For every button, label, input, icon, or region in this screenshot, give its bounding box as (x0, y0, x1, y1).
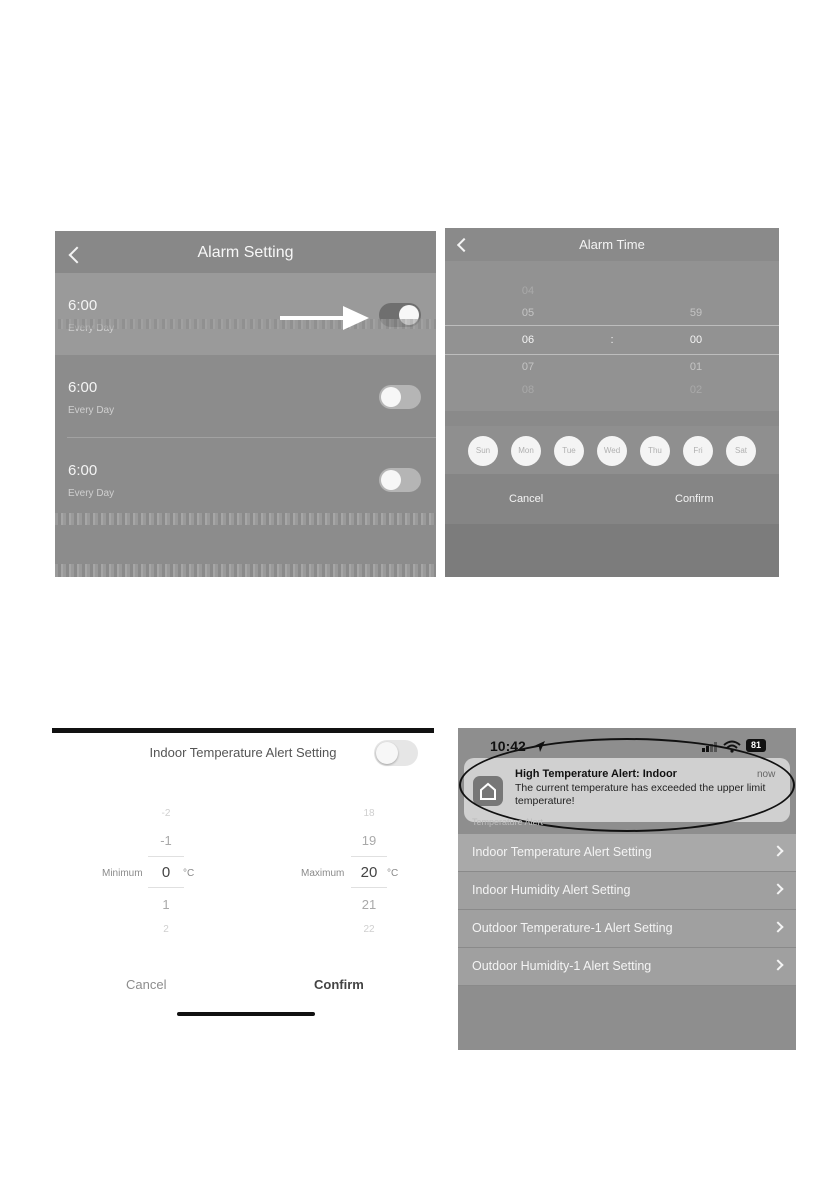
menu-item-label: Outdoor Temperature-1 Alert Setting (472, 921, 673, 935)
texture-strip (55, 319, 436, 329)
alarm-time: 6:00 (68, 462, 98, 479)
time-separator: : (610, 334, 614, 346)
menu-item-indoor-humidity[interactable] (458, 872, 796, 910)
texture-strip (55, 564, 436, 577)
maximum-label: Maximum (301, 868, 345, 879)
max-option[interactable]: 22 (363, 924, 375, 935)
notification-screen (458, 728, 796, 1050)
alarm-time-title: Alarm Time (579, 237, 645, 252)
menu-item-outdoor-humidity-1[interactable] (458, 948, 796, 986)
unit-label: °C (183, 868, 195, 879)
menu-item-label: Outdoor Humidity-1 Alert Setting (472, 959, 652, 973)
status-time: 10:42 (490, 738, 526, 754)
confirm-button[interactable]: Confirm (675, 493, 714, 505)
hour-option[interactable]: 05 (521, 307, 535, 319)
picker-footer (445, 474, 779, 524)
alarm-setting-screen (55, 231, 436, 577)
screen-bottom (445, 524, 779, 577)
alert-enable-toggle[interactable] (374, 740, 418, 766)
minute-option[interactable]: 59 (689, 307, 703, 319)
hour-selected[interactable]: 06 (521, 334, 535, 346)
menu-item-label: Indoor Humidity Alert Setting (472, 883, 631, 897)
day-wed[interactable]: Wed (597, 436, 627, 466)
menu-item-indoor-temperature[interactable] (458, 834, 796, 872)
day-tue[interactable]: Tue (554, 436, 584, 466)
minute-selected[interactable]: 00 (689, 334, 703, 346)
chevron-right-icon (772, 959, 783, 970)
day-sun[interactable]: Sun (468, 436, 498, 466)
notification-time: now (757, 769, 776, 780)
hour-option[interactable]: 08 (521, 384, 535, 396)
toggle-knob (376, 742, 398, 764)
section-header: Temperature Alert (472, 817, 544, 827)
menu-item-outdoor-temperature-1[interactable] (458, 910, 796, 948)
chevron-right-icon (772, 845, 783, 856)
texture-strip (55, 513, 436, 525)
day-fri[interactable]: Fri (683, 436, 713, 466)
alarm-repeat: Every Day (68, 488, 115, 499)
toggle-knob (381, 387, 401, 407)
minute-option[interactable]: 01 (689, 361, 703, 373)
day-sat[interactable]: Sat (726, 436, 756, 466)
notification-title: High Temperature Alert: Indoor (515, 768, 677, 780)
alarm-row-3[interactable] (55, 438, 436, 520)
day-thu[interactable]: Thu (640, 436, 670, 466)
alarm-time: 6:00 (68, 379, 98, 396)
min-selected[interactable]: 0 (161, 864, 171, 881)
max-option[interactable]: 21 (361, 897, 377, 912)
cancel-button[interactable]: Cancel (509, 493, 544, 505)
min-option[interactable]: 2 (163, 924, 169, 935)
arrow-indicator (280, 316, 345, 320)
alarm-row-1[interactable] (55, 273, 436, 355)
min-option[interactable]: 1 (162, 897, 170, 912)
alarm-setting-title: Alarm Setting (197, 244, 294, 261)
arrow-head-icon (343, 306, 369, 330)
alarm-time-screen (445, 228, 779, 577)
menu-item-label: Indoor Temperature Alert Setting (472, 845, 652, 859)
battery-level: 81 (746, 739, 766, 752)
minute-option[interactable]: 02 (689, 384, 703, 396)
alarm-3-toggle[interactable] (379, 468, 421, 492)
unit-label: °C (387, 868, 399, 879)
top-edge (52, 728, 434, 733)
cancel-button[interactable]: Cancel (126, 977, 167, 992)
hour-option[interactable]: 07 (521, 361, 535, 373)
notification-body: The current temperature has exceeded the upper limit temperature! (515, 782, 766, 807)
max-option[interactable]: 19 (361, 833, 377, 848)
toggle-knob (381, 470, 401, 490)
alarm-row-2[interactable] (55, 355, 436, 437)
max-selected[interactable]: 20 (360, 864, 378, 881)
alarm-time: 6:00 (68, 297, 98, 314)
min-option[interactable]: -1 (160, 833, 172, 848)
day-mon[interactable]: Mon (511, 436, 541, 466)
hour-option[interactable]: 04 (521, 285, 535, 297)
indoor-temp-alert-dialog (52, 728, 434, 1050)
confirm-button[interactable]: Confirm (314, 977, 364, 992)
chevron-right-icon (772, 883, 783, 894)
alarm-repeat: Every Day (68, 405, 115, 416)
chevron-right-icon (772, 921, 783, 932)
min-option[interactable]: -2 (161, 808, 171, 819)
minimum-label: Minimum (102, 868, 143, 879)
dialog-title: Indoor Temperature Alert Setting (149, 745, 337, 760)
home-indicator (177, 1012, 315, 1016)
max-option[interactable]: 18 (363, 808, 375, 819)
alarm-2-toggle[interactable] (379, 385, 421, 409)
